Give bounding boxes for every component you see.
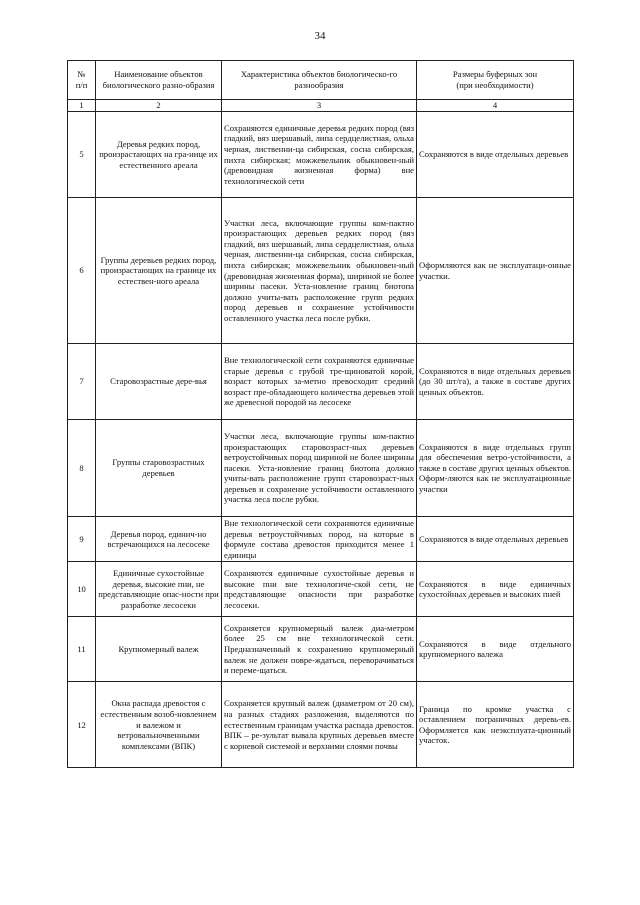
- object-name: Старовозрастные дере-вья: [96, 344, 222, 420]
- object-characteristic: Вне технологической сети сохраняются единичные старые деревья с грубой тре-щиноватой корой, возраст которых за-метно превосходит средний возраст пре-обладающего количества деревьев этой же древесной породой на лесосеке: [222, 344, 417, 420]
- column-number: 1: [68, 100, 96, 112]
- row-num: 12: [68, 682, 96, 768]
- header-characteristic: Характеристика объектов биологическо-го разнообразия: [222, 61, 417, 100]
- header-row: [68, 61, 574, 100]
- buffer-size: Сохраняются в виде отдельных деревьев: [417, 517, 574, 562]
- page-number: 34: [314, 30, 326, 42]
- object-name: Группы деревьев редких пород, произрастающих на границе их естествен-ного ареала: [96, 198, 222, 344]
- buffer-size: Сохраняются в виде единичных сухостойных деревьев и высоких пней: [417, 562, 574, 617]
- object-name: Единичные сухостойные деревья, высокие пни, не представляющие опас-ности при разработке лесосеки: [96, 562, 222, 617]
- row-num: 11: [68, 617, 96, 682]
- buffer-size: Сохраняются в виде отдельных деревьев (до 30 шт/га), а также в составе других ценных объектов.: [417, 344, 574, 420]
- buffer-size: Граница по кромке участка с оставлением пограничных деревь-ев. Оформляется как неэксплуата-ционный участок.: [417, 682, 574, 768]
- table-row: [68, 562, 574, 617]
- object-name: Группы старовозрастных деревьев: [96, 420, 222, 517]
- table-row: [68, 682, 574, 768]
- buffer-size: Сохраняются в виде отдельных групп для обеспечения ветро-устойчивости, а также в составе других ценных объектов. Оформ-ляются как не эксплуатационные участки: [417, 420, 574, 517]
- row-num: 10: [68, 562, 96, 617]
- column-number-row: [68, 100, 574, 112]
- row-num: 7: [68, 344, 96, 420]
- row-num: 9: [68, 517, 96, 562]
- row-num: 8: [68, 420, 96, 517]
- column-number: 2: [96, 100, 222, 112]
- object-characteristic: Сохраняется крупный валеж (диаметром от 20 см), на разных стадиях разложения, выделяются по естественным границам участка распада древостоя. ВПК – ре-зультат вывала крупных деревьев вместе с корневой системой и верхними слоями почвы: [222, 682, 417, 768]
- header-name: Наименование объектов биологического разно-образия: [96, 61, 222, 100]
- column-number: 4: [417, 100, 574, 112]
- object-characteristic: Участки леса, включающие группы ком-пактно произрастающих старовозраст-ных деревьев ветроустойчивых пород шириной не более ширины пасеки. Уста-новление границ биотопа должно учиты-вать расположение групп старовозраст-ных деревьев и сохранение устойчивости оставленного участка леса после рубки.: [222, 420, 417, 517]
- object-characteristic: Участки леса, включающие группы ком-пактно произрастающих деревьев редких пород (вяз гладкий, вяз шершавый, липа сердцелистная, ольха черная, лиственни-ца сибирская, сосна сибирская, пихта сибирская; можжевельник обыкновен-ный (древовидная жизненная форма), шириной не более ширины пасеки. Уста-новление границ биотопа должно учиты-вать расположение групп редких пород деревьев и сохранение устойчивости оставленного участка леса после рубки.: [222, 198, 417, 344]
- biodiversity-table: [67, 60, 574, 768]
- table-row: [68, 617, 574, 682]
- object-characteristic: Сохраняются единичные сухостойные деревья и высокие пни вне технологиче-ской сети, не представляющие опасности при разработке лесосеки.: [222, 562, 417, 617]
- buffer-size: Оформляются как не эксплуатаци-онные участки.: [417, 198, 574, 344]
- object-name: Окна распада древостоя с естественным возоб-новлением и валежом и ветровальночвенными комплексами (ВПК): [96, 682, 222, 768]
- header-buffer: Размеры буферных зон (при необходимости): [417, 61, 574, 100]
- object-name: Крупномерный валеж: [96, 617, 222, 682]
- table-row: [68, 112, 574, 198]
- object-name: Деревья пород, единич-но встречающихся на лесосеке: [96, 517, 222, 562]
- object-characteristic: Сохраняются единичные деревья редких пород (вяз гладкий, вяз шершавый, липа сердцелистная, ольха черная, лиственни-ца сибирская, сосна сибирская, пихта сибирская; можжевельник обыкновен-ный (древовидная жизненная форма) вне технологической сети: [222, 112, 417, 198]
- table-row: [68, 198, 574, 344]
- row-num: 5: [68, 112, 96, 198]
- table-row: [68, 344, 574, 420]
- table-row: [68, 420, 574, 517]
- buffer-size: Сохраняются в виде отдельного крупномерного валежа: [417, 617, 574, 682]
- object-characteristic: Сохраняется крупномерный валеж диа-метром более 25 см вне технологической сети. Предназначенный к сохранению крупномерный валеж не должен повре-ждаться, переворачиваться и переме-щаться.: [222, 617, 417, 682]
- header-num: № п/п: [68, 61, 96, 100]
- table-row: [68, 517, 574, 562]
- object-characteristic: Вне технологической сети сохраняются единичные деревья ветроустойчивых пород, на которые в формуле состава древостоя приходится менее 1 единицы: [222, 517, 417, 562]
- column-number: 3: [222, 100, 417, 112]
- object-name: Деревья редких пород, произрастающих на гра-нице их естественного ареала: [96, 112, 222, 198]
- buffer-size: Сохраняются в виде отдельных деревьев: [417, 112, 574, 198]
- row-num: 6: [68, 198, 96, 344]
